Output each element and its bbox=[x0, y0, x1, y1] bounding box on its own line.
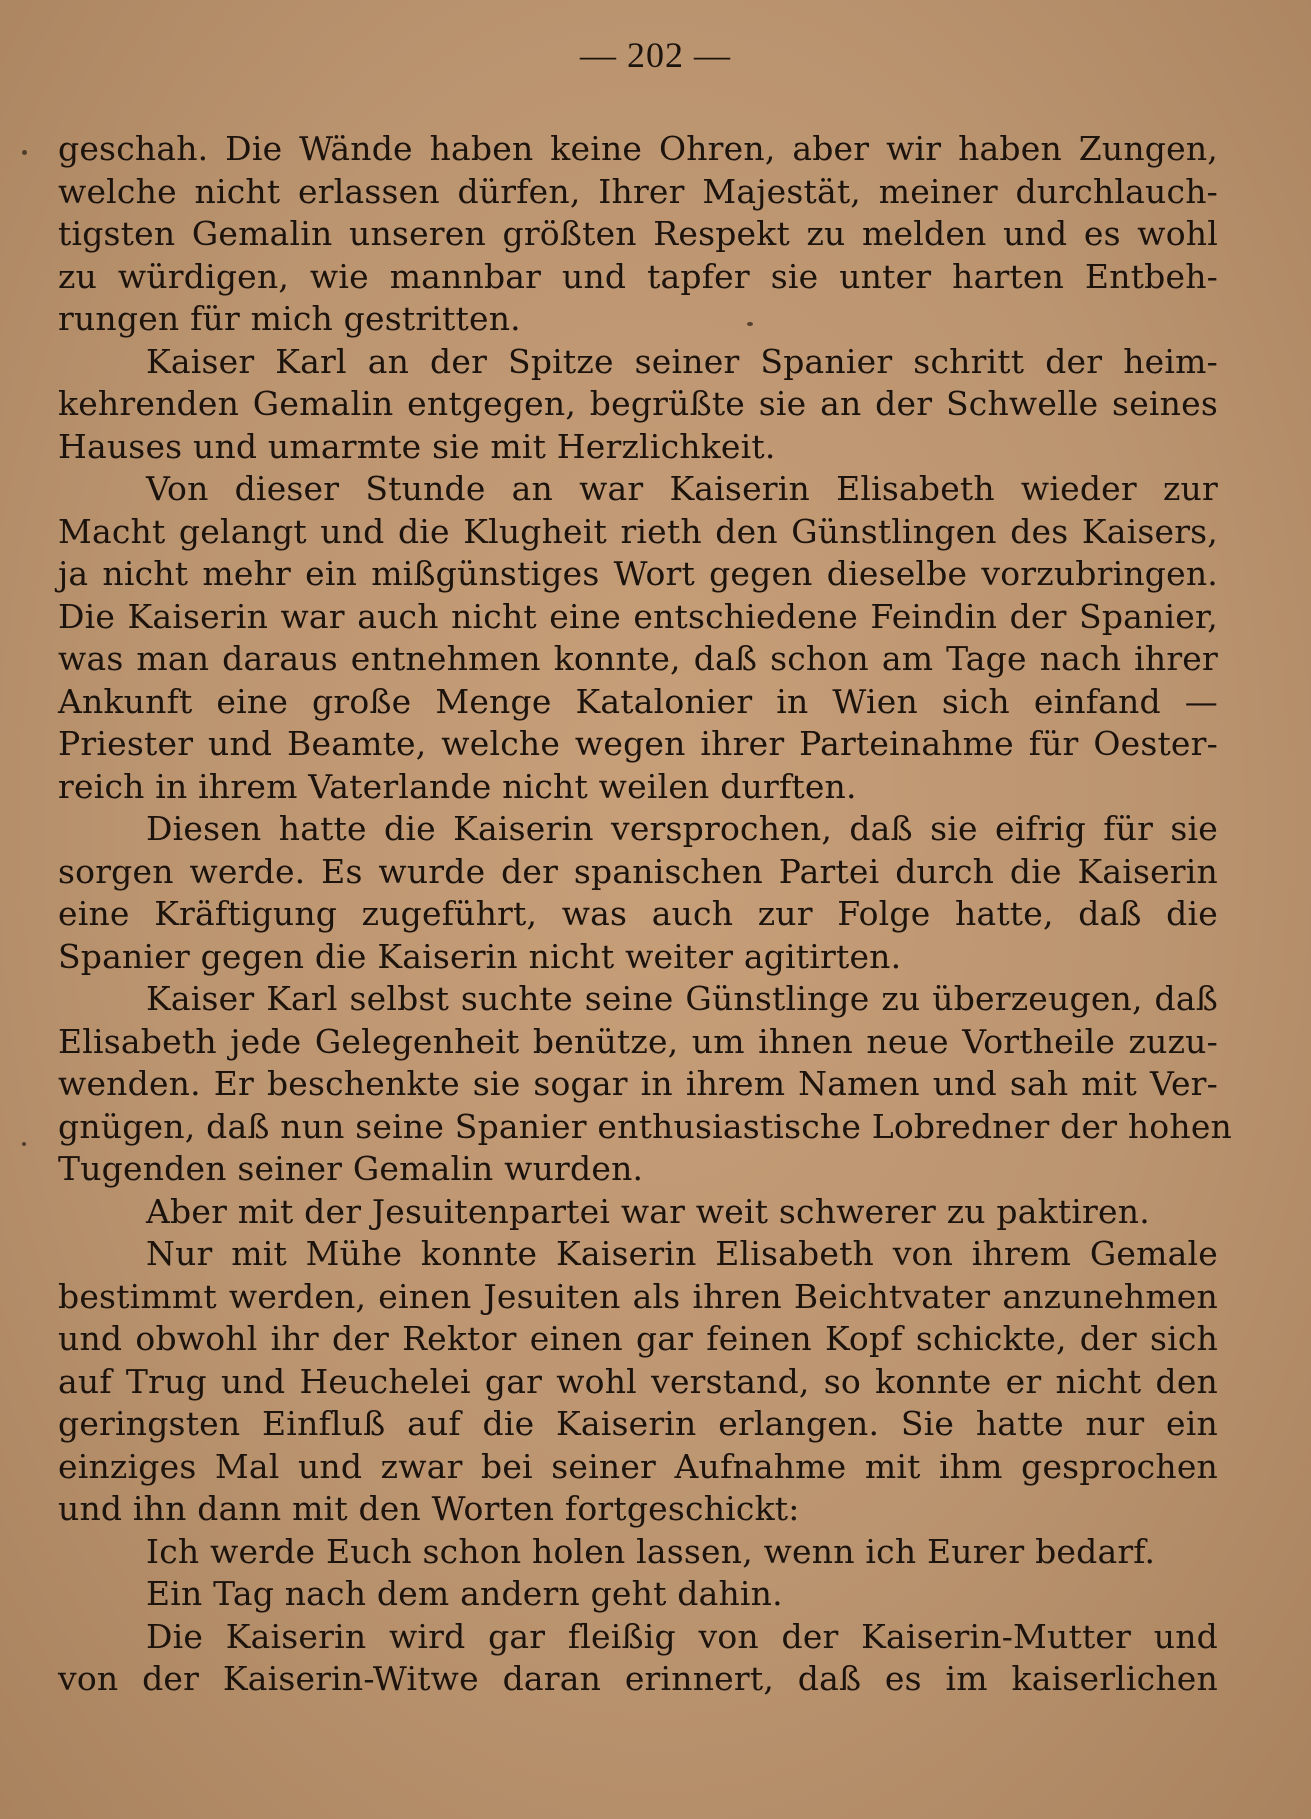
paragraph bbox=[58, 1616, 1218, 1701]
text-line: reich in ihrem Vaterlande nicht weilen durften. bbox=[58, 766, 857, 806]
paragraph bbox=[58, 808, 1218, 978]
paragraph bbox=[58, 978, 1233, 1191]
text-line: von der Kaiserin-Witwe daran erinnert, daß es im kaiserlichen bbox=[58, 1659, 1218, 1698]
text-line: Priester und Beamte, welche wegen ihrer Parteinahme für Oester- bbox=[58, 724, 1218, 763]
text-line: Elisabeth jede Gelegenheit benütze, um ihnen neue Vortheile zuzu- bbox=[58, 1021, 1218, 1061]
page-number: — 202 — bbox=[580, 35, 731, 75]
text-line: einziges Mal und zwar bei seiner Aufnahme mit ihm gesprochen bbox=[58, 1446, 1218, 1486]
text-line: rungen für mich gestritten. bbox=[58, 299, 521, 338]
ink-speck bbox=[22, 1142, 26, 1146]
paragraph bbox=[58, 1573, 1218, 1616]
text-line: tigsten Gemalin unseren größten Respekt zu melden und es wohl bbox=[58, 214, 1218, 253]
text-line: auf Trug und Heuchelei gar wohl verstand, so konnte er nicht den bbox=[58, 1361, 1218, 1401]
text-line: ja nicht mehr ein mißgünstiges Wort gegen dieselbe vorzubringen. bbox=[58, 554, 1218, 593]
text-line: eine Kräftigung zugeführt, was auch zur Folge hatte, daß die bbox=[58, 894, 1218, 933]
text-line: und obwohl ihr der Rektor einen gar feinen Kopf schickte, der sich bbox=[58, 1319, 1218, 1358]
paragraph bbox=[58, 1191, 1218, 1234]
text-line: geschah. Die Wände haben keine Ohren, aber wir haben Zungen, bbox=[58, 129, 1218, 168]
paragraph bbox=[58, 341, 1218, 469]
ink-speck bbox=[22, 150, 27, 155]
text-line: Aber mit der Jesuitenpartei war weit schwerer zu paktiren. bbox=[146, 1191, 1150, 1231]
paragraph bbox=[58, 1531, 1218, 1574]
text-line: zu würdigen, wie mannbar und tapfer sie unter harten Entbeh- bbox=[58, 256, 1218, 296]
text-line: welche nicht erlassen dürfen, Ihrer Majestät, meiner durchlauch- bbox=[58, 171, 1218, 211]
text-line: Hauses und umarmte sie mit Herzlichkeit. bbox=[58, 426, 776, 466]
text-line: Ich werde Euch schon holen lassen, wenn ich Eurer bedarf. bbox=[146, 1531, 1156, 1571]
text-line: Diesen hatte die Kaiserin versprochen, daß sie eifrig für sie bbox=[146, 809, 1218, 848]
text-line: Die Kaiserin wird gar fleißig von der Kaiserin-Mutter und bbox=[146, 1616, 1218, 1656]
text-line: bestimmt werden, einen Jesuiten als ihren Beichtvater anzunehmen bbox=[58, 1276, 1218, 1316]
text-line: geringsten Einfluß auf die Kaiserin erlangen. Sie hatte nur ein bbox=[58, 1404, 1218, 1443]
paragraph bbox=[58, 468, 1218, 808]
text-line: Die Kaiserin war auch nicht eine entschiedene Feindin der Spanier, bbox=[58, 596, 1218, 636]
text-line: Ein Tag nach dem andern geht dahin. bbox=[146, 1574, 783, 1613]
text-line: Kaiser Karl an der Spitze seiner Spanier schritt der heim- bbox=[146, 341, 1218, 381]
ink-speck bbox=[747, 322, 753, 326]
text-line: Ankunft eine große Menge Katalonier in Wien sich einfand — bbox=[58, 681, 1218, 721]
text-line: Tugenden seiner Gemalin wurden. bbox=[58, 1149, 644, 1188]
text-line: Von dieser Stunde an war Kaiserin Elisabeth wieder zur bbox=[146, 469, 1218, 508]
body-text bbox=[58, 128, 1233, 1701]
text-line: Macht gelangt und die Klugheit rieth den Günstlingen des Kaisers, bbox=[58, 511, 1218, 551]
text-line: sorgen werde. Es wurde der spanischen Partei durch die Kaiserin bbox=[58, 851, 1218, 891]
paragraph bbox=[58, 128, 1218, 341]
text-line: gnügen, daß nun seine Spanier enthusiastische Lobredner der hohen bbox=[58, 1106, 1233, 1146]
text-line: Spanier gegen die Kaiserin nicht weiter agitirten. bbox=[58, 936, 902, 976]
text-line: Nur mit Mühe konnte Kaiserin Elisabeth von ihrem Gemale bbox=[146, 1234, 1218, 1273]
text-line: wenden. Er beschenkte sie sogar in ihrem Namen und sah mit Ver- bbox=[58, 1064, 1218, 1103]
paragraph bbox=[58, 1233, 1218, 1531]
text-line: was man daraus entnehmen konnte, daß schon am Tage nach ihrer bbox=[58, 639, 1218, 678]
text-line: Kaiser Karl selbst suchte seine Günstlinge zu überzeugen, daß bbox=[146, 979, 1218, 1018]
text-line: und ihn dann mit den Worten fortgeschickt: bbox=[58, 1489, 800, 1528]
text-line: kehrenden Gemalin entgegen, begrüßte sie an der Schwelle seines bbox=[58, 384, 1218, 423]
